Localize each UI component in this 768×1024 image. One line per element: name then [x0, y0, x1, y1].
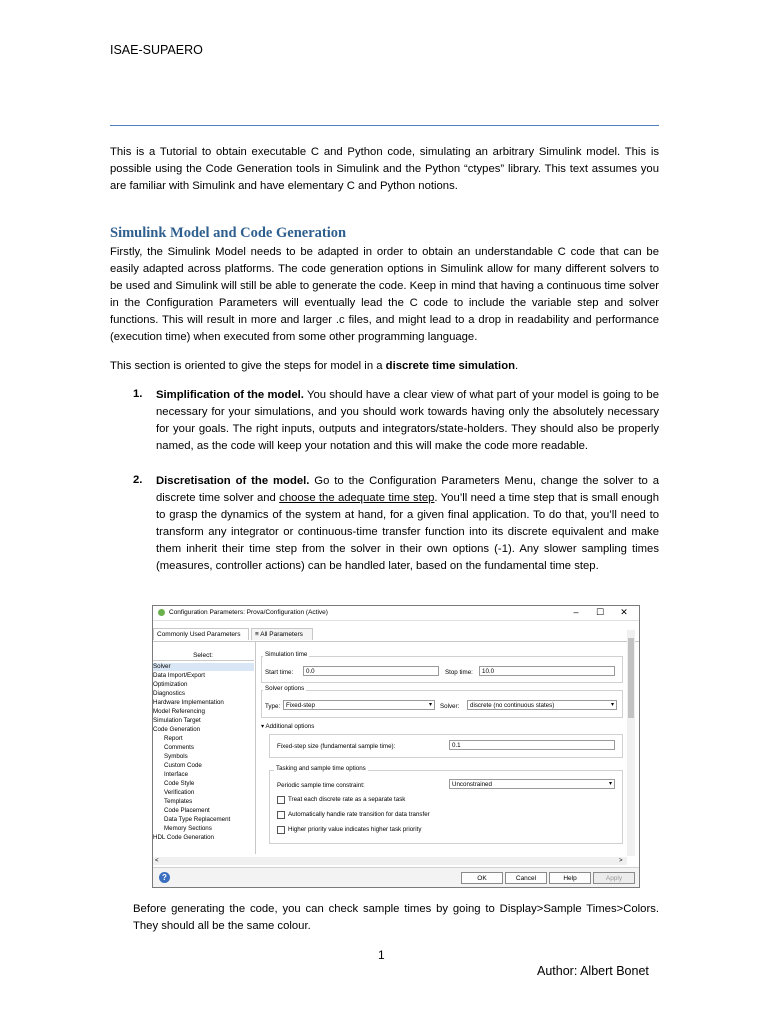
- nav-item[interactable]: Model Referencing: [153, 708, 205, 715]
- priority-label: Higher priority value indicates higher task priority: [288, 826, 422, 833]
- stop-time-label: Stop time:: [445, 669, 473, 676]
- step-number: 1.: [133, 388, 143, 400]
- apply-button[interactable]: Apply: [593, 872, 635, 884]
- type-select[interactable]: Fixed-step ▾: [283, 700, 435, 710]
- header-rule: [110, 125, 659, 126]
- section-title: Simulink Model and Code Generation: [110, 225, 347, 241]
- select-divider: [153, 660, 254, 661]
- solver-select[interactable]: discrete (no continuous states) ▾: [467, 700, 617, 710]
- help-icon[interactable]: ?: [159, 872, 170, 883]
- start-time-input[interactable]: 0.0: [303, 666, 439, 676]
- tasking-label: Tasking and sample time options: [276, 765, 366, 772]
- dialog-tabs: [153, 628, 639, 642]
- nav-item[interactable]: Simulation Target: [153, 717, 201, 724]
- nav-item[interactable]: Comments: [164, 744, 194, 751]
- step-item: Discretisation of the model. Go to the Configuration Parameters Menu, change the solver to a discrete time solver and choose the adequate time step. You’ll need a time step that is small enough to grasp the dynamics of the system at hand, for a given final application. To do that, you’ll need to transform any integrator or continuous-time transfer function into its discrete equivalent and make them inherit their time step from the solver in their own options (-1). Any slower sampling times (measures, controller actions) can be handled later, based on the fundamental time step.: [156, 475, 660, 572]
- tab-commonly-used[interactable]: Commonly Used Parameters: [153, 628, 249, 640]
- footer-author: Author: Albert Bonet: [537, 964, 649, 978]
- horizontal-scrollbar[interactable]: [153, 857, 627, 865]
- nav-item[interactable]: Hardware Implementation: [153, 699, 224, 706]
- solver-options-label: Solver options: [265, 685, 305, 692]
- sim-time-label: Simulation time: [265, 651, 308, 658]
- nav-item[interactable]: HDL Code Generation: [153, 834, 214, 841]
- nav-item-solver[interactable]: Solver: [153, 663, 254, 671]
- nav-item[interactable]: Templates: [164, 798, 193, 805]
- rate-transition-checkbox[interactable]: [277, 811, 285, 819]
- stop-time-input[interactable]: 10.0: [479, 666, 615, 676]
- fixed-step-input[interactable]: 0.1: [449, 740, 615, 750]
- nav-item[interactable]: Memory Sections: [164, 825, 212, 832]
- after-dialog-paragraph: Before generating the code, you can check sample times by going to Display>Sample Times>Colors. They should all be the same colour.: [133, 903, 659, 932]
- config-dialog-screenshot: [152, 605, 640, 888]
- page-number: 1: [378, 948, 385, 962]
- header-org: ISAE-SUPAERO: [110, 43, 203, 57]
- scroll-thumb[interactable]: [628, 638, 634, 718]
- scroll-right-icon[interactable]: >: [619, 857, 623, 864]
- step-item: Simplification of the model. You should have a clear view of what part of your model is going to be necessary for your simulations, and you should work towards having only the absolutely necessary for your goals. The right inputs, outputs and integrators/state-holders. They should also be properly named, as the code will keep your notation and this will make the code more readable.: [156, 389, 659, 452]
- periodic-select[interactable]: Unconstrained ▾: [449, 779, 615, 789]
- nav-item[interactable]: Data Import/Export: [153, 672, 205, 679]
- vertical-scrollbar[interactable]: [627, 630, 635, 856]
- rate-transition-label: Automatically handle rate transition for data transfer: [288, 811, 430, 818]
- chevron-down-icon: ▾: [608, 781, 612, 787]
- section-paragraph-2: This section is oriented to give the steps for model in a discrete time simulation.: [110, 360, 519, 372]
- maximize-icon[interactable]: ☐: [595, 607, 605, 617]
- matlab-logo-icon: [158, 609, 165, 616]
- help-button[interactable]: Help: [549, 872, 591, 884]
- solver-label: Solver:: [440, 703, 460, 710]
- chevron-down-icon: ▾: [428, 702, 432, 708]
- fixed-step-label: Fixed-step size (fundamental sample time):: [277, 743, 396, 750]
- dialog-title: Configuration Parameters: Prova/Configuration (Active): [169, 609, 328, 616]
- scroll-left-icon[interactable]: <: [155, 857, 159, 864]
- tab-all-parameters[interactable]: ≡ All Parameters: [251, 628, 313, 640]
- nav-item[interactable]: Diagnostics: [153, 690, 185, 697]
- nav-item[interactable]: Code Generation: [153, 726, 201, 733]
- cancel-button[interactable]: Cancel: [505, 872, 547, 884]
- ok-button[interactable]: OK: [461, 872, 503, 884]
- additional-options-toggle[interactable]: ▾ Additional options: [261, 723, 315, 730]
- chevron-down-icon: ▾: [610, 702, 614, 708]
- separate-task-label: Treat each discrete rate as a separate task: [288, 796, 406, 803]
- nav-item[interactable]: Report: [164, 735, 183, 742]
- settings-pane: [257, 642, 625, 854]
- nav-item[interactable]: Custom Code: [164, 762, 202, 769]
- type-label: Type:: [265, 703, 281, 710]
- separate-task-checkbox[interactable]: [277, 796, 285, 804]
- nav-item[interactable]: Code Placement: [164, 807, 210, 814]
- nav-item[interactable]: Data Type Replacement: [164, 816, 231, 823]
- nav-item[interactable]: Optimization: [153, 681, 188, 688]
- dialog-button-bar: [153, 867, 639, 888]
- nav-item[interactable]: Symbols: [164, 753, 188, 760]
- section-paragraph: Firstly, the Simulink Model needs to be adapted in order to obtain an understandable C code that can be easily adapted across platforms. The code generation options in Simulink allow for many different solvers to be used and Simulink will still be able to generate the code. Keep in mind that having a continuous time solver in the Configuration Parameters will eventually lead the C code to include the variable step and solver functions. This will result in more and larger .c files, and might lead to a drop in readability and performance (execution time) when executed from some other programming language.: [110, 246, 659, 343]
- dialog-titlebar: [153, 606, 639, 621]
- priority-checkbox[interactable]: [277, 826, 285, 834]
- close-icon[interactable]: ✕: [620, 607, 628, 617]
- select-label: Select:: [193, 652, 213, 659]
- step-number: 2.: [133, 474, 143, 486]
- intro-paragraph: This is a Tutorial to obtain executable C and Python code, simulating an arbitrary Simulink model. This is possible using the Code Generation tools in Simulink and the Python “ctypes” library. This text assumes you are familiar with Simulink and have elementary C and Python notions.: [110, 146, 659, 192]
- periodic-label: Periodic sample time constraint:: [277, 782, 365, 789]
- nav-item[interactable]: Code Style: [164, 780, 195, 787]
- nav-pane: [153, 642, 256, 854]
- nav-item[interactable]: Interface: [164, 771, 189, 778]
- start-time-label: Start time:: [265, 669, 294, 676]
- minimize-icon[interactable]: –: [573, 607, 579, 617]
- nav-item[interactable]: Verification: [164, 789, 195, 796]
